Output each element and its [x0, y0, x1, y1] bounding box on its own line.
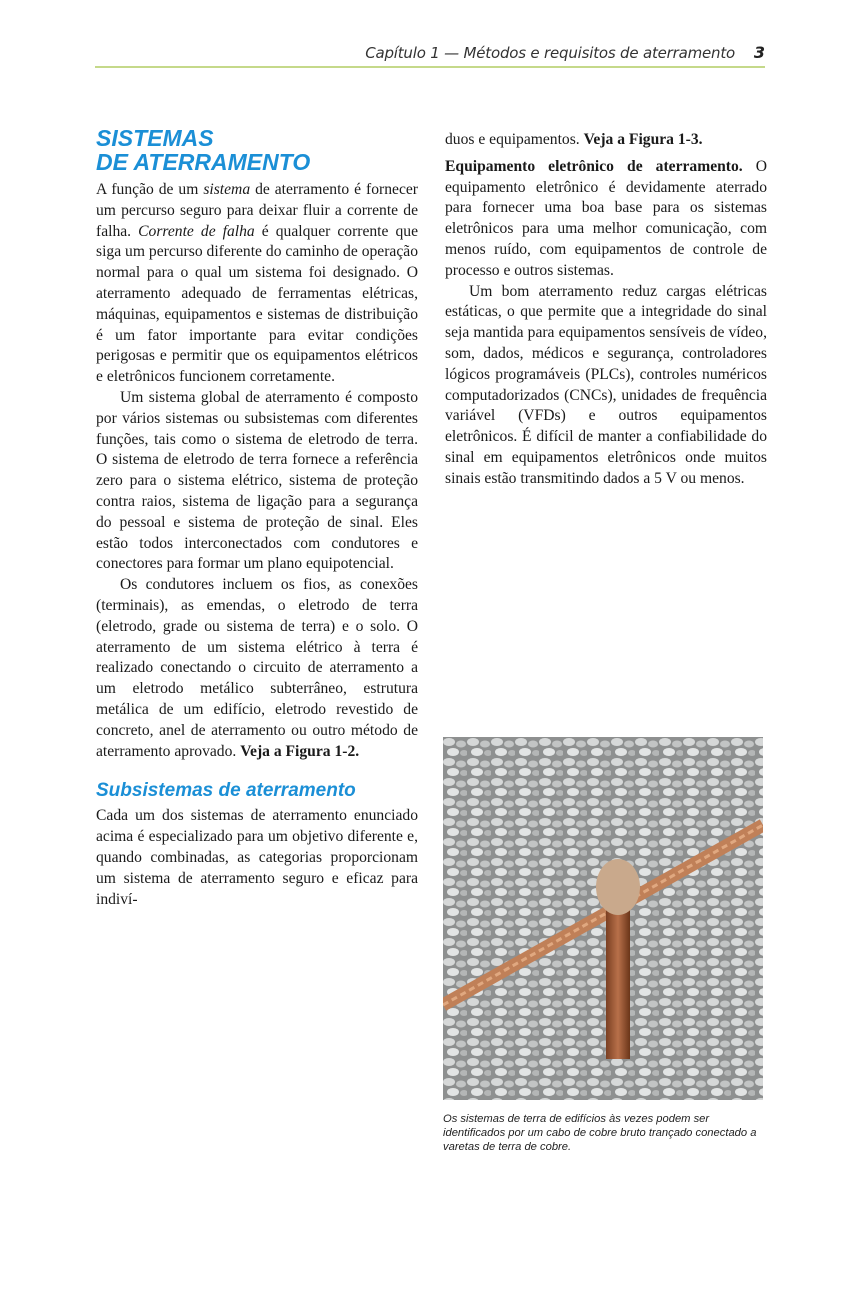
figure-reference-1-2: Veja a Figura 1-2. — [240, 742, 360, 760]
paragraph-global-system: Um sistema global de aterramento é composto por vários sistemas ou subsistemas com diferentes funções, tais como o sistema de eletrodo de terra. O sistema de eletrodo de terra fornece a referência zero para o sistema elétrico, sistema de proteção contra raios, sistema de ligação para a segurança do pessoal e sistema de proteção de sinal. Eles estão todos interconectados com condutores e conectores para formar um plano equipotencial. — [96, 388, 418, 573]
paragraph-intro — [96, 180, 418, 388]
figure-reference-1-3: Veja a Figura 1-3. — [583, 131, 703, 148]
section-heading — [96, 126, 418, 174]
paragraph-good-grounding: Um bom aterramento reduz cargas elétricas estáticas, o que permite que a integridade do sinal seja mantida para equipamentos sensíveis de vídeo, som, dados, médicos e segurança, controladores lógicos programáveis (PLCs), controles numéricos computadorizados (CNCs), unidades de frequência variável (VFDs) e outros equipamentos eletrônicos. É difícil de manter a confiabilidade do sinal em equipamentos eletrônicos onde muitos sinais estão transmitindo dados a 5 V ou menos. — [445, 282, 767, 487]
text-run: de aterramento é fornecer um percurso seguro para deixar fluir a corrente de falha. — [96, 181, 418, 240]
term-fault-current: Corrente de falha — [138, 222, 255, 240]
subsection-heading: Subsistemas de aterramento — [96, 780, 356, 802]
text-run: Os condutores incluem os fios, as conexões (terminais), as emendas, o eletrodo de terra (eletrodo, grade ou sistema de terra) e o solo. O aterramento de um sistema elétrico à terra é realizado conectando o circuito de aterramento a um eletrodo metálico subterrâneo, estrutura metálica de um edifício, eletrodo revestido de concreto, anel de aterramento ou outro método de aterramento aprovado. — [96, 576, 418, 760]
text-run: é qualquer corrente que siga um percurso diferente do caminho de operação normal para o qual um sistema foi designado. O aterramento adequado de ferramentas elétricas, máquinas, equipamentos e sistemas de distribuição é um fator importante para evitar condições perigosas e permitir que os equipamentos elétricos e eletrônicos funcionem corretamente. — [96, 222, 418, 386]
right-column — [445, 130, 767, 490]
text-run: duos e equipamentos. — [445, 131, 584, 148]
ground-rod — [606, 907, 630, 1059]
figure-photo — [443, 737, 763, 1100]
paragraph-conductors — [96, 575, 418, 762]
left-column — [96, 126, 418, 910]
page-number: 3 — [753, 43, 765, 62]
chapter-title: Capítulo 1 — Métodos e requisitos de aterramento — [365, 44, 735, 62]
paragraph-electronic-equipment — [445, 157, 767, 282]
text-run: O equipamento eletrônico é devidamente aterrado para fornecer uma boa base para os sistemas eletrônicos para uma melhor comunicação, com menos ruído, com equipamentos de controle de processo e outros sistemas. — [445, 157, 767, 279]
text-run-italic: sistema — [203, 181, 251, 198]
running-header — [95, 40, 765, 68]
run-in-heading: Equipamento eletrônico de aterramento. — [445, 157, 743, 175]
figure-caption: Os sistemas de terra de edifícios às vezes podem ser identificados por um cabo de cobre bruto trançado conectado a varetas de terra de cobre. — [443, 1113, 757, 1153]
paragraph-continuation — [445, 130, 767, 151]
copper-ground-rod-photo — [443, 737, 763, 1100]
rod-clamp — [596, 859, 640, 915]
section-heading-line-2: DE ATERRAMENTO — [96, 149, 311, 175]
section-heading-line-1: SISTEMAS — [96, 125, 214, 151]
paragraph-subsystems: Cada um dos sistemas de aterramento enunciado acima é especializado para um objetivo diferente e, quando combinadas, as categorias proporcionam um sistema de aterramento seguro e eficaz para indiví- — [96, 807, 418, 908]
text-run: A função de um — [96, 181, 204, 198]
